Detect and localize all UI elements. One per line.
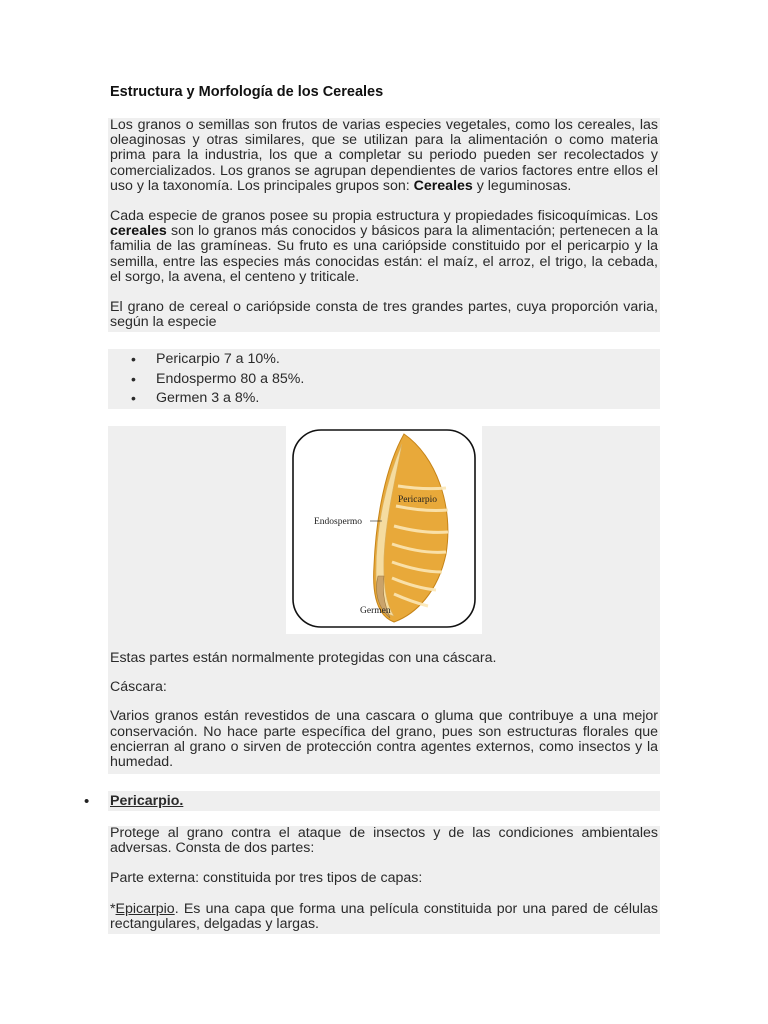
label-pericarpio: Pericarpio: [398, 495, 438, 505]
pericarpio-heading-block: [108, 791, 660, 811]
paragraph-granos: Los granos o semillas son frutos de varias especies vegetales, como los cereales, las oleaginosas y otras similares, que se utilizan para la alimentación o como materia prima para la industria, los que a completar su periodo pueden ser recolectados y comercializados. Los granos se agrupan dependientes de varios factores entre ellos el uso y la taxonomía. Los principales grupos son: Cereales y leguminosas.: [110, 117, 658, 194]
paragraph-partes: El grano de cereal o cariópside consta de tres grandes partes, cuya proporción varia, según la especie: [110, 299, 658, 331]
bold-term: Cereales: [413, 177, 473, 194]
paragraph-protege: Protege al grano contra el ataque de insectos y de las condiciones ambientales adversas. Consta de dos partes:: [110, 825, 658, 857]
list-item: • Germen 3 a 8%.: [131, 390, 260, 407]
grain-diagram: [286, 426, 482, 634]
paragraph-proteccion: Estas partes están normalmente protegidas con una cáscara.: [110, 650, 497, 666]
section-heading: Pericarpio.: [110, 793, 184, 809]
pericarpio-block: [108, 826, 660, 934]
grain-figure: [286, 426, 482, 634]
cascara-section: [108, 651, 660, 770]
label-endospermo: Endospermo: [314, 517, 363, 527]
bold-term: cereales: [110, 223, 167, 240]
paragraph-parte-externa: Parte externa: constituida por tres tipos de capas:: [110, 870, 423, 887]
paragraph-especies: Cada especie de granos posee su propia estructura y propiedades fisicoquímicas. Los cereales son lo granos más conocidos y básicos para la alimentación; pertenecen a la familia de las gramíneas. Su fruto es una cariópside constituido por el pericarpio y la semilla, entre las especies más conocidas están: el maíz, el arroz, el trigo, la cebada, el sorgo, la avena, el centeno y triticale.: [110, 208, 658, 285]
paragraph-epicarpio: *Epicarpio. Es una capa que forma una película constituida por una pared de células rectangulares, delgadas y largas.: [110, 900, 658, 932]
intro-block: [108, 118, 660, 332]
proportion-list: [108, 350, 660, 409]
cascara-heading: Cáscara:: [110, 679, 167, 696]
proportion-list-block: [108, 349, 660, 409]
epicarpio-term: Epicarpio: [115, 900, 175, 917]
section-bullet: •: [84, 793, 90, 810]
label-germen: Germen: [360, 606, 391, 616]
page-title: Estructura y Morfología de los Cereales: [110, 84, 384, 100]
paragraph-cascara: Varios granos están revestidos de una cascara o gluma que contribuye a una mejor conservación. No hace parte específica del grano, pues son estructuras florales que encierran al grano o sirven de protección contra agentes externos, como insectos y la humedad.: [110, 708, 658, 771]
list-item: • Pericarpio 7 a 10%.: [131, 351, 280, 367]
list-item: • Endospermo 80 a 85%.: [131, 370, 305, 387]
